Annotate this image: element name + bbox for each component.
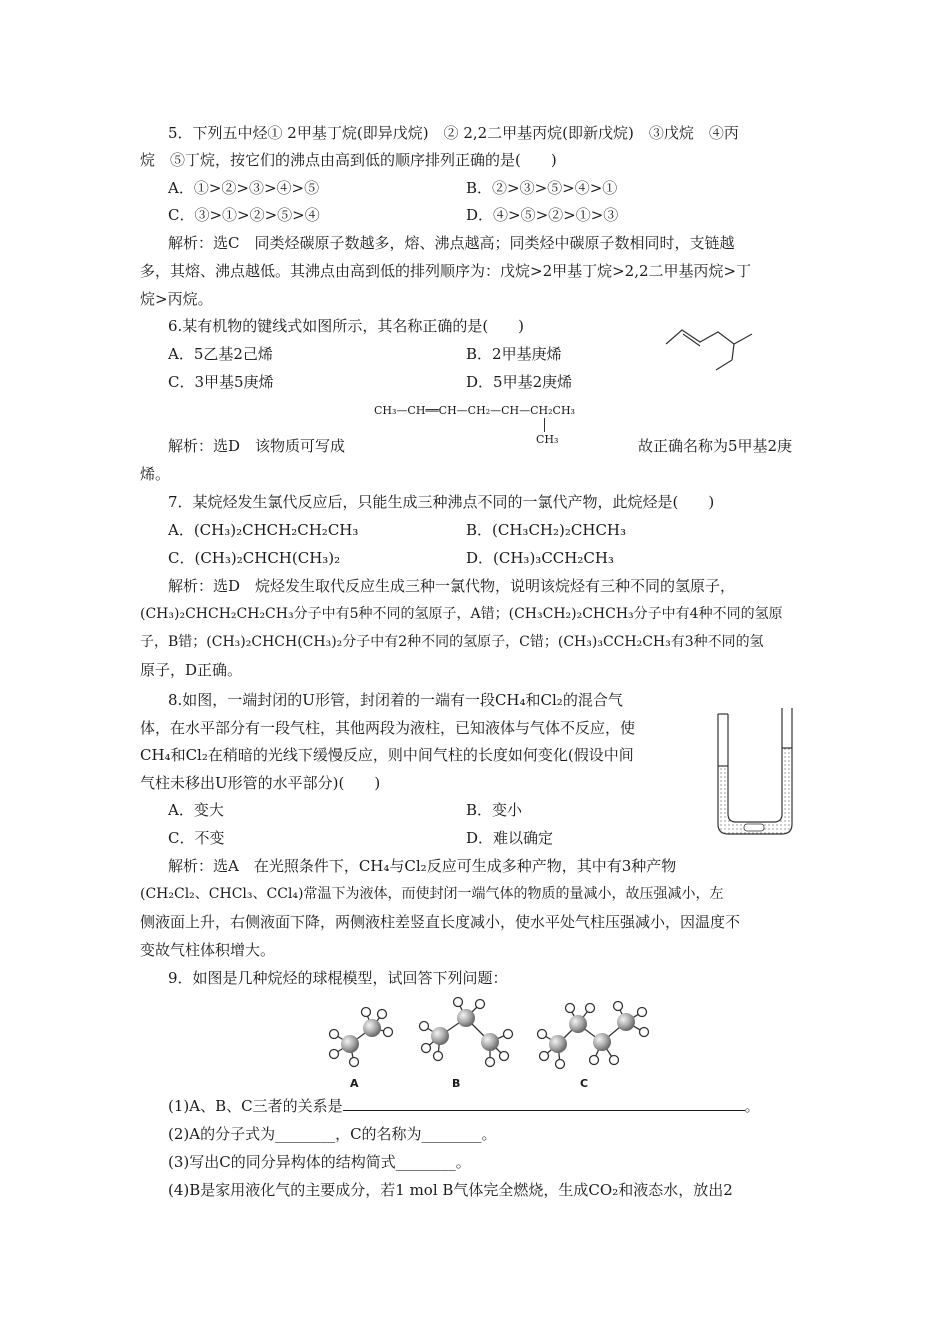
q6-condensed-structure: CH₃—CH══CH—CH₂—CH—CH₂CH₃ bbox=[374, 404, 575, 417]
q6-answer-line2: 烯。 bbox=[140, 465, 171, 483]
q8-answer-line2: (CH₂Cl₂、CHCl₃、CCl₄)常温下为液体，而使封闭一端气体的物质的量减小，故压强减小，左 bbox=[140, 886, 724, 902]
q8-option-b: B．变小 bbox=[466, 801, 523, 819]
q6-option-b: B．2甲基庚烯 bbox=[466, 345, 562, 363]
q5-answer-line3: 烷>丙烷。 bbox=[140, 290, 213, 308]
q9-part3: (3)写出C的同分异构体的结构简式________。 bbox=[168, 1153, 471, 1171]
q9-part2: (2)A的分子式为________，C的名称为________。 bbox=[168, 1125, 497, 1143]
q9-part1-text: (1)A、B、C三者的关系是 bbox=[168, 1097, 343, 1115]
model-a-ethane bbox=[330, 1008, 393, 1067]
model-b-propane bbox=[420, 998, 513, 1067]
q8-stem-line3: CH₄和Cl₂在稍暗的光线下缓慢反应，则中间气柱的长度如何变化(假设中间 bbox=[140, 746, 634, 764]
u-tube-figure bbox=[700, 704, 810, 840]
q8-stem-line1: 8.如图，一端封闭的U形管，封闭着的一端有一段CH₄和Cl₂的混合气 bbox=[168, 691, 623, 709]
q7-stem: 7．某烷烃发生氯代反应后，只能生成三种沸点不同的一氯代产物，此烷烃是( ) bbox=[168, 493, 715, 511]
q9-part1-end: 。 bbox=[744, 1097, 760, 1115]
q8-answer-line1: 解析：选A 在光照条件下，CH₄与Cl₂反应可生成多种产物，其中有3种产物 bbox=[168, 857, 677, 875]
q5-stem-line2: 烷 ⑤丁烷，按它们的沸点由高到低的顺序排列正确的是( ) bbox=[140, 151, 557, 169]
q6-answer-line1-end: 故正确名称为5甲基2庚 bbox=[638, 437, 793, 455]
q7-option-b: B．(CH₃CH₂)₂CHCH₃ bbox=[466, 521, 627, 539]
q5-option-a: A．①>②>③>④>⑤ bbox=[168, 179, 320, 197]
q5-option-b: B．②>③>⑤>④>① bbox=[466, 179, 618, 197]
q7-option-d: D．(CH₃)₃CCH₂CH₃ bbox=[466, 549, 614, 567]
model-label-c: C bbox=[580, 1077, 589, 1090]
q8-option-c: C．不变 bbox=[168, 829, 225, 847]
q6-structure-branch-bond bbox=[544, 418, 545, 432]
q7-option-a: A．(CH₃)₂CHCH₂CH₂CH₃ bbox=[168, 521, 359, 539]
model-label-b: B bbox=[452, 1077, 461, 1090]
q8-option-a: A．变大 bbox=[168, 801, 224, 819]
q5-answer-line2: 多，其熔、沸点越低。其沸点由高到低的排列顺序为：戊烷>2甲基丁烷>2,2二甲基丙烷>丁 bbox=[140, 262, 752, 280]
q8-stem-line4: 气柱未移出U形管的水平部分)( ) bbox=[140, 774, 381, 792]
model-label-a: A bbox=[350, 1077, 359, 1090]
q7-answer-line2: (CH₃)₂CHCH₂CH₂CH₃分子中有5种不同的氢原子，A错；(CH₃CH₂)₂CHCH₃分子中有4种不同的氢原 bbox=[140, 606, 783, 622]
q7-answer-line3: 子，B错；(CH₃)₂CHCH(CH₃)₂分子中有2种不同的氢原子，C错；(CH₃)₃CCH₂CH₃有3种不同的氢 bbox=[140, 634, 764, 650]
q6-option-a: A．5乙基2己烯 bbox=[168, 345, 273, 363]
q5-stem-line1: 5．下列五中烃① 2甲基丁烷(即异戊烷) ② 2,2二甲基丙烷(即新戊烷) ③戊烷 ④丙 bbox=[168, 124, 739, 142]
q6-stem: 6.某有机物的键线式如图所示，其名称正确的是( ) bbox=[168, 317, 525, 335]
q8-stem-line2: 体，在水平部分有一段气柱，其他两段为液柱，已知液体与气体不反应，使 bbox=[140, 719, 636, 737]
q7-answer-line4: 原子，D正确。 bbox=[140, 661, 243, 679]
ball-and-stick-models-figure bbox=[320, 990, 660, 1090]
q8-option-d: D．难以确定 bbox=[466, 829, 554, 847]
q9-part1-answer-blank[interactable] bbox=[343, 1096, 745, 1111]
q8-answer-line3: 侧液面上升，右侧液面下降，两侧液柱差竖直长度减小，使水平处气柱压强减小，因温度不 bbox=[140, 913, 741, 931]
q7-answer-line1: 解析：选D 烷烃发生取代反应生成三种一氯代物，说明该烷烃有三种不同的氢原子， bbox=[168, 577, 736, 595]
q6-option-d: D．5甲基2庚烯 bbox=[466, 373, 573, 391]
model-c-butane bbox=[538, 1002, 649, 1069]
q5-answer-line1: 解析：选C 同类烃碳原子数越多，熔、沸点越高；同类烃中碳原子数相同时，支链越 bbox=[168, 234, 735, 252]
q6-answer-line1-start: 解析：选D 该物质可写成 bbox=[168, 437, 346, 455]
q6-option-c: C．3甲基5庚烯 bbox=[168, 373, 274, 391]
q8-answer-line4: 变故气柱体积增大。 bbox=[140, 941, 276, 959]
q9-part4: (4)B是家用液化气的主要成分，若1 mol B气体完全燃烧，生成CO₂和液态水，放出2 bbox=[168, 1181, 733, 1199]
q6-skeletal-formula-figure bbox=[660, 320, 760, 376]
q7-option-c: C．(CH₃)₂CHCH(CH₃)₂ bbox=[168, 549, 341, 567]
q5-option-d: D．④>⑤>②>①>③ bbox=[466, 206, 619, 224]
q6-structure-branch: CH₃ bbox=[536, 433, 559, 446]
q5-option-c: C．③>①>②>⑤>④ bbox=[168, 206, 320, 224]
q9-part1 bbox=[168, 1096, 760, 1116]
q9-stem: 9．如图是几种烷烃的球棍模型，试回答下列问题： bbox=[168, 969, 508, 987]
